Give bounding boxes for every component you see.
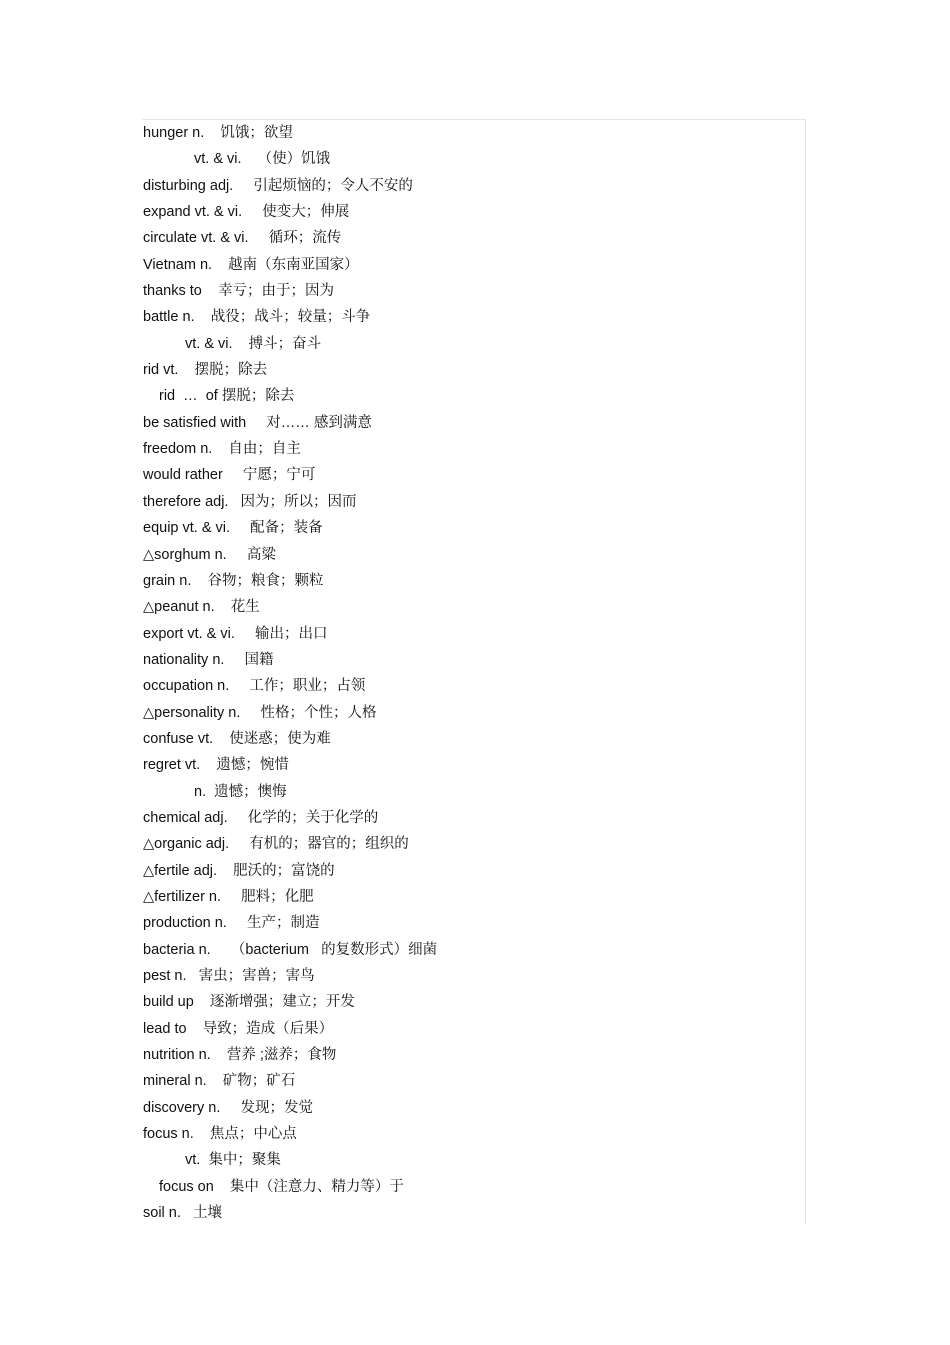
vocab-entry: circulate vt. & vi. 循环；流传 xyxy=(143,230,342,247)
vocab-entry: pest n. 害虫；害兽；害鸟 xyxy=(143,968,315,984)
vocabulary-list xyxy=(143,120,783,1226)
vocab-entry: chemical adj. 化学的；关于化学的 xyxy=(143,809,379,826)
vocab-entry: therefore adj. 因为；所以；因而 xyxy=(143,493,357,510)
vocab-entry: thanks to 幸亏；由于；因为 xyxy=(143,283,334,300)
vocab-entry: confuse vt. 使迷惑；使为难 xyxy=(143,730,331,747)
vocab-entry: vt. & vi. （使）饥饿 xyxy=(194,151,331,168)
vocab-entry: △peanut n. 花生 xyxy=(143,599,260,616)
vocab-entry: nationality n. 国籍 xyxy=(143,651,274,668)
vocab-entry: focus n. 焦点；中心点 xyxy=(143,1126,297,1143)
vocab-entry: soil n. 土壤 xyxy=(143,1205,222,1222)
vocab-entry: Vietnam n. 越南（东南亚国家） xyxy=(143,256,359,273)
vocab-entry: bacteria n. （bacterium 的复数形式）细菌 xyxy=(143,941,438,958)
vocab-entry: build up 逐渐增强；建立；开发 xyxy=(143,994,355,1011)
vocab-entry: hunger n. 饥饿；欲望 xyxy=(143,125,293,141)
vocab-entry: △fertile adj. 肥沃的；富饶的 xyxy=(143,862,335,879)
vocab-entry: production n. 生产；制造 xyxy=(143,915,320,932)
vocab-entry: disturbing adj. 引起烦恼的；令人不安的 xyxy=(143,177,413,194)
vocab-entry: focus on 集中（注意力、精力等）于 xyxy=(159,1178,404,1195)
vocab-entry: grain n. 谷物；粮食；颗粒 xyxy=(143,572,324,589)
vocab-entry: nutrition n. 营养 ;滋养；食物 xyxy=(143,1047,337,1064)
vocab-entry: battle n. 战役；战斗；较量；斗争 xyxy=(143,309,371,326)
vocab-entry: occupation n. 工作；职业；占领 xyxy=(143,678,366,695)
vocab-entry: would rather 宁愿；宁可 xyxy=(143,467,316,484)
vocab-entry: regret vt. 遗憾；惋惜 xyxy=(143,757,289,774)
vocab-entry: △sorghum n. 高粱 xyxy=(143,546,276,563)
vocab-entry: rid … of 摆脱；除去 xyxy=(159,388,295,405)
vocab-entry: freedom n. 自由；自主 xyxy=(143,441,301,458)
vocab-entry: △organic adj. 有机的；器官的；组织的 xyxy=(143,836,409,853)
vocab-entry: rid vt. 摆脱；除去 xyxy=(143,362,268,379)
vocab-entry: vt. 集中；聚集 xyxy=(185,1152,281,1169)
vocab-entry: △fertilizer n. 肥料；化肥 xyxy=(143,888,314,905)
vocab-entry: mineral n. 矿物；矿石 xyxy=(143,1073,296,1090)
vocab-entry: n. 遗憾；懊悔 xyxy=(194,783,287,800)
vocab-entry: expand vt. & vi. 使变大；伸展 xyxy=(143,204,350,221)
vocab-entry: equip vt. & vi. 配备；装备 xyxy=(143,520,323,537)
vocab-entry: △personality n. 性格；个性；人格 xyxy=(143,704,377,721)
vocab-entry: be satisfied with 对…… 感到满意 xyxy=(143,414,372,431)
vocab-entry: export vt. & vi. 输出；出口 xyxy=(143,625,328,642)
vocab-entry: discovery n. 发现；发觉 xyxy=(143,1099,314,1116)
vocab-entry: vt. & vi. 搏斗；奋斗 xyxy=(185,335,322,352)
vocab-entry: lead to 导致；造成（后果） xyxy=(143,1020,334,1037)
